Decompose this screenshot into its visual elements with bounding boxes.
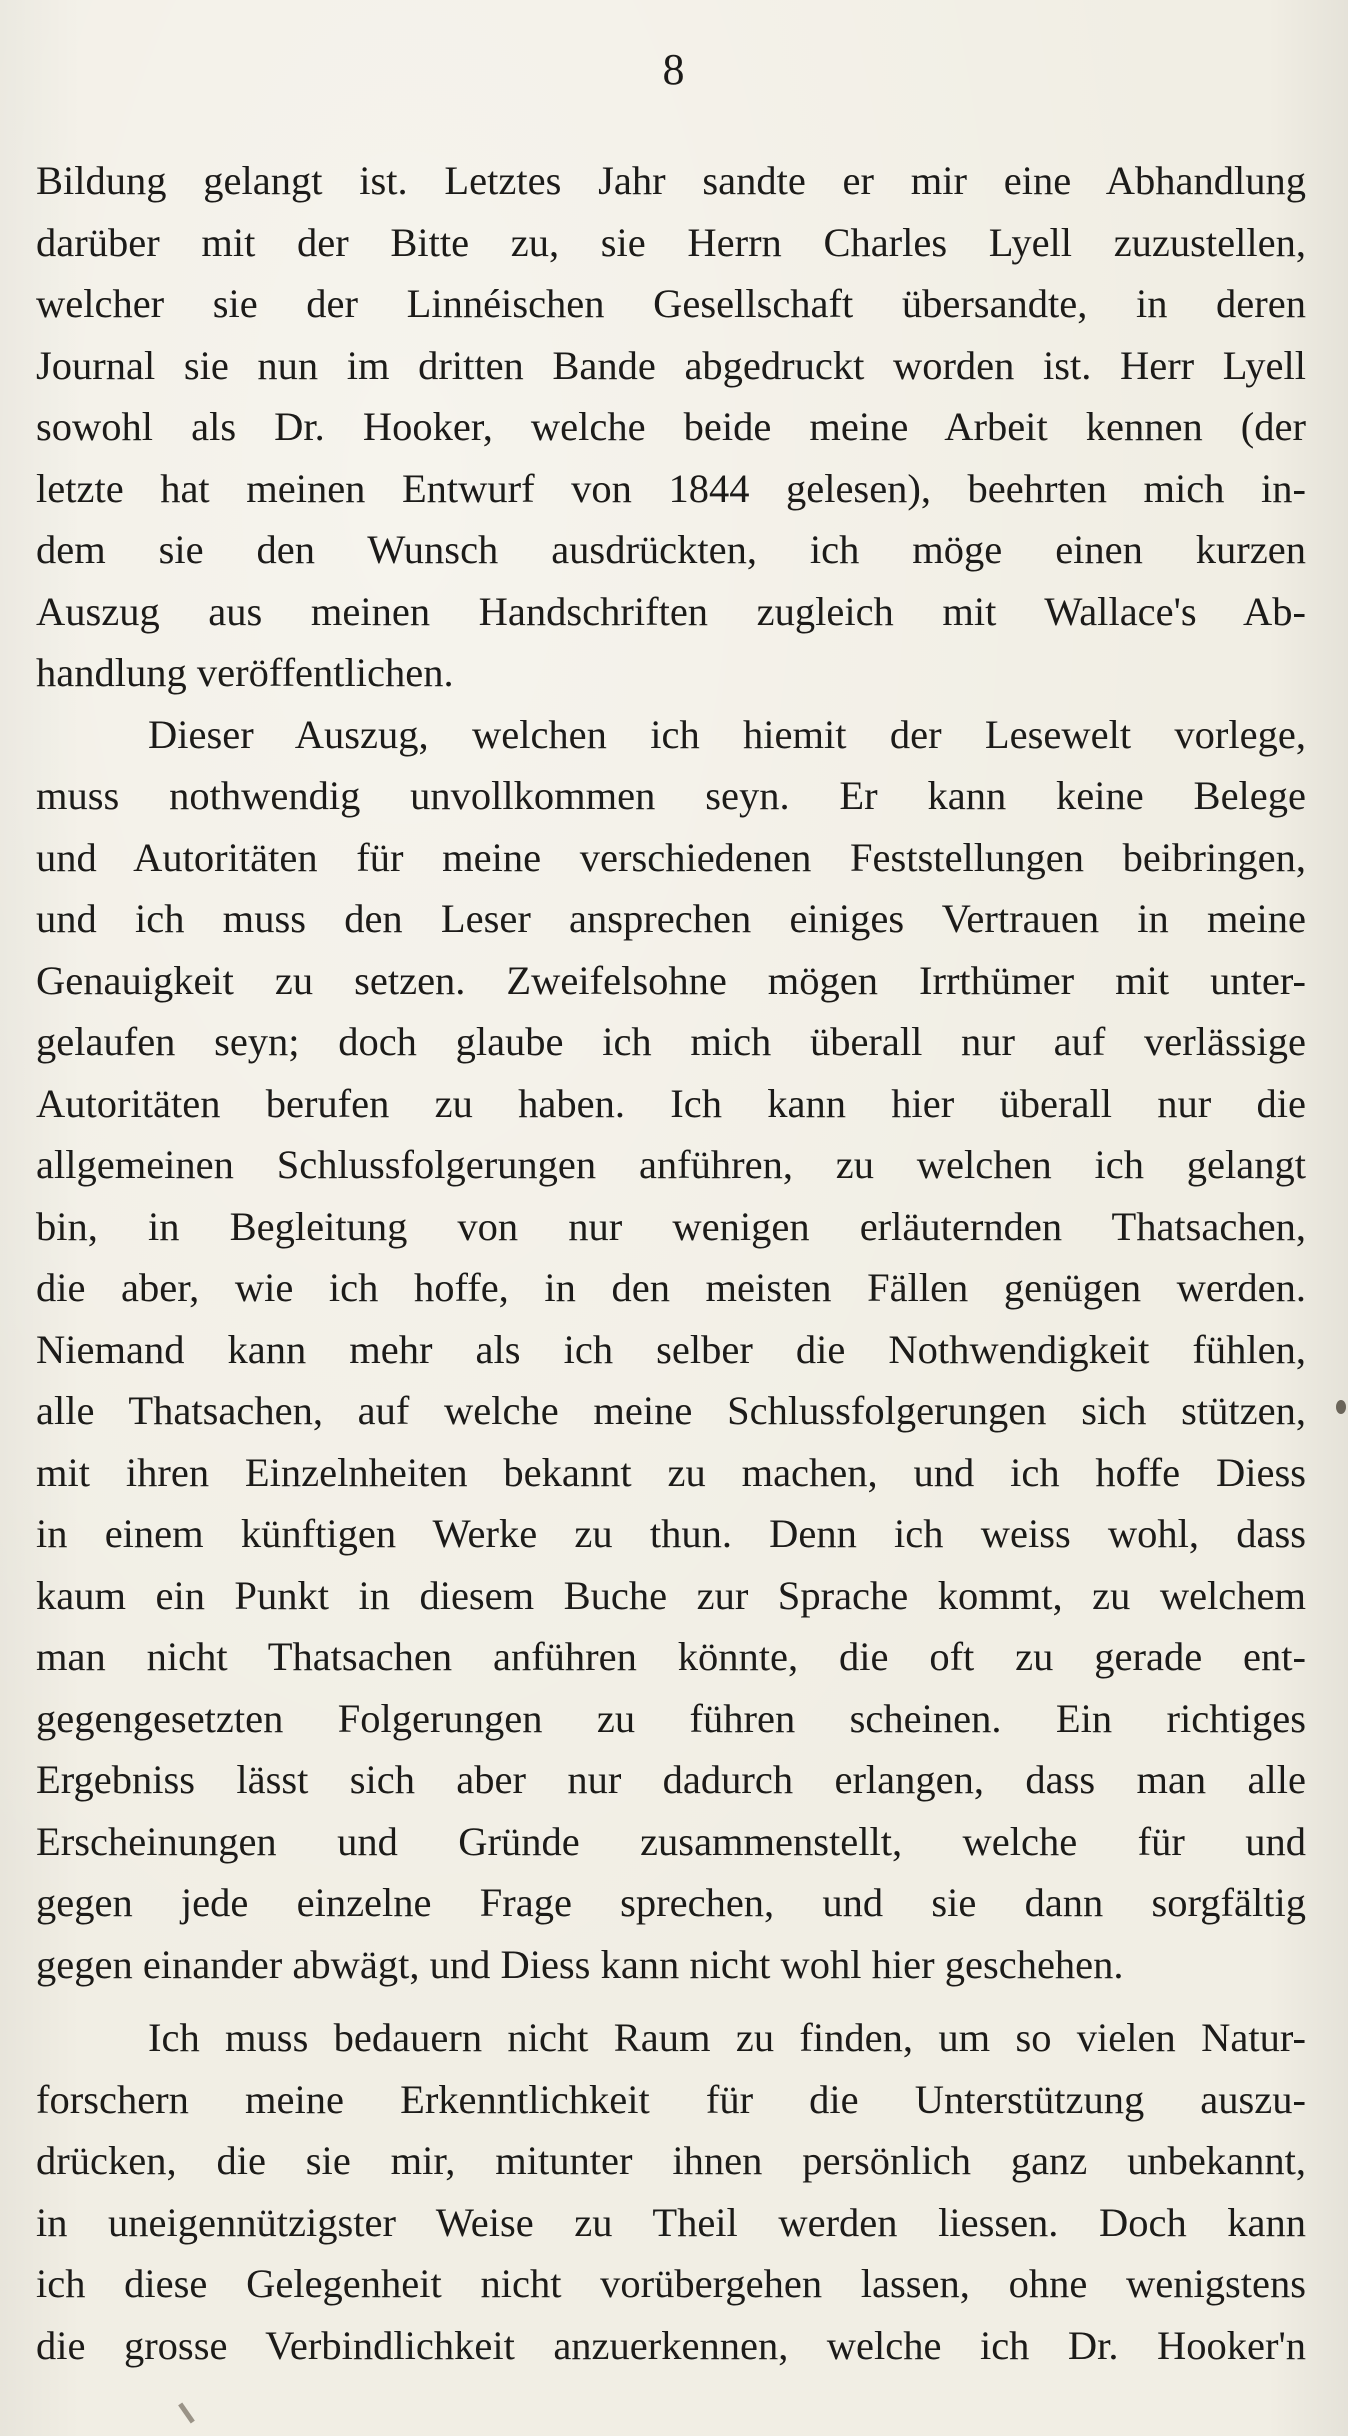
text-line: und ich muss den Leser ansprechen einiges Vertrauen in meine [36,896,1306,941]
text-line: die grosse Verbindlichkeit anzuerkennen, welche ich Dr. Hooker'n [36,2322,1306,2368]
text-line: Journal sie nun im dritten Bande abgedruckt worden ist. Herr Lyell [36,342,1306,388]
text-line: in einem künftigen Werke zu thun. Denn ich weiss wohl, dass [36,1511,1306,1556]
paragraph-start: Ich muss bedauern nicht Raum zu finden, um so vielen Natur- [148,2015,1306,2060]
text-line: forschern meine Erkenntlichkeit für die Unterstützung auszu- [36,2076,1306,2122]
text-line: welcher sie der Linnéischen Gesellschaft übersandte, in deren [36,281,1306,326]
text-line: gelaufen seyn; doch glaube ich mich überall nur auf verlässige [36,1019,1306,1064]
text-line: gegengesetzten Folgerungen zu führen scheinen. Ein richtiges [36,1695,1306,1741]
text-line: Auszug aus meinen Handschriften zugleich mit Wallace's Ab- [36,588,1306,634]
text-line: kaum ein Punkt in diesem Buche zur Sprache kommt, zu welchem [36,1572,1306,1618]
text-line: die aber, wie ich hoffe, in den meisten Fällen genügen werden. [36,1265,1306,1310]
body-text [36,150,1306,2376]
paper-mark [178,2403,195,2424]
text-line: darüber mit der Bitte zu, sie Herrn Charles Lyell zuzustellen, [36,219,1306,265]
text-line: gegen jede einzelne Frage sprechen, und sie dann sorgfältig [36,1880,1306,1925]
text-line: allgemeinen Schlussfolgerungen anführen, zu welchen ich gelangt [36,1142,1306,1187]
text-line: letzte hat meinen Entwurf von 1844 gelesen), beehrten mich in- [36,465,1306,511]
text-line: handlung veröffentlichen. [36,650,454,695]
page-number: 8 [662,45,686,94]
text-line: dem sie den Wunsch ausdrückten, ich möge einen kurzen [36,527,1306,572]
text-line: alle Thatsachen, auf welche meine Schlussfolgerungen sich stützen, [36,1388,1306,1433]
text-line: bin, in Begleitung von nur wenigen erläuternden Thatsachen, [36,1203,1306,1249]
text-line: Autoritäten berufen zu haben. Ich kann hier überall nur die [36,1080,1306,1126]
text-line: Bildung gelangt ist. Letztes Jahr sandte er mir eine Abhandlung [36,158,1306,203]
text-line: man nicht Thatsachen anführen könnte, die oft zu gerade ent- [36,1634,1306,1679]
text-line: ich diese Gelegenheit nicht vorübergehen lassen, ohne wenigstens [36,2261,1306,2306]
paragraph-start: Dieser Auszug, welchen ich hiemit der Lesewelt vorlege, [148,711,1306,757]
text-line: gegen einander abwägt, und Diess kann nicht wohl hier geschehen. [36,1941,1124,1987]
text-line: sowohl als Dr. Hooker, welche beide meine Arbeit kennen (der [36,404,1306,449]
text-line: mit ihren Einzelnheiten bekannt zu machen, und ich hoffe Diess [36,1449,1306,1495]
text-line: Genauigkeit zu setzen. Zweifelsohne mögen Irrthümer mit unter- [36,957,1306,1003]
text-line: Niemand kann mehr als ich selber die Nothwendigkeit fühlen, [36,1326,1306,1372]
text-line: Ergebniss lässt sich aber nur dadurch erlangen, dass man alle [36,1757,1306,1802]
text-line: und Autoritäten für meine verschiedenen Feststellungen beibringen, [36,834,1306,880]
ink-spot [1336,1400,1346,1414]
text-line: muss nothwendig unvollkommen seyn. Er kann keine Belege [36,773,1306,818]
text-line: drücken, die sie mir, mitunter ihnen persönlich ganz unbekannt, [36,2138,1306,2183]
text-line: in uneigennützigster Weise zu Theil werden liessen. Doch kann [36,2199,1306,2245]
text-line: Erscheinungen und Gründe zusammenstellt, welche für und [36,1818,1306,1864]
